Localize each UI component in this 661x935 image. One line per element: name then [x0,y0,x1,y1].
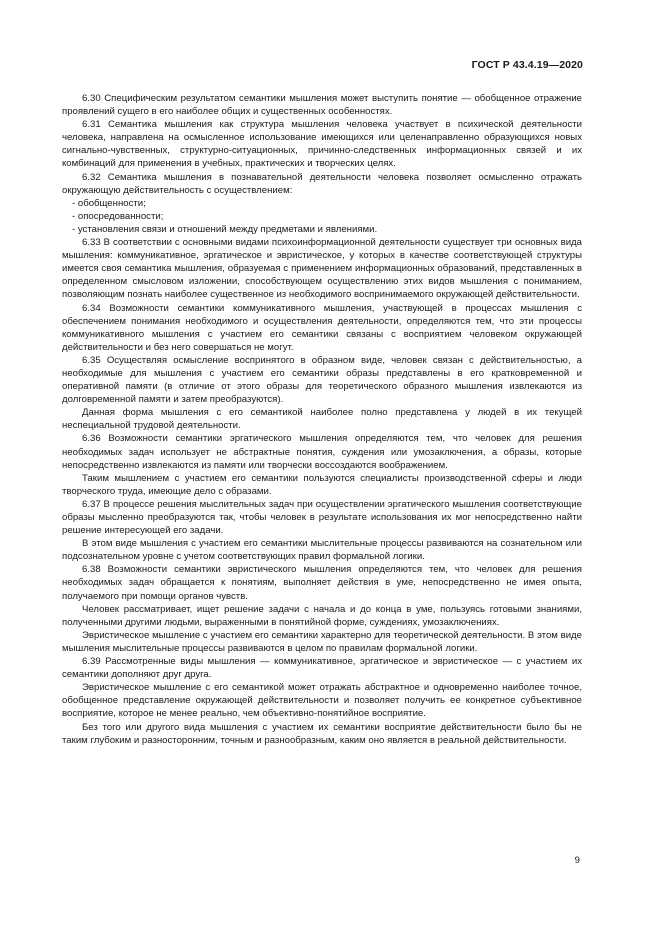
paragraph-6-39-cont: Эвристическое мышление с его семантикой может отражать абстрактное и одновременно наиболее точное, обобщенное представление окружающей действительности и позволяет получить ее конкретное субъективное восприятие, которое не менее реально, чем объективно-понятийное восприятие. [62,682,582,720]
page-number: 9 [574,855,580,866]
paragraph-6-35-cont: Данная форма мышления с его семантикой наиболее полно представлена у людей в их текущей неспециальной трудовой деятельности. [62,407,582,432]
list-item-mediation: - опосредованности; [72,210,164,222]
paragraph-6-35: 6.35 Осуществляя осмысление воспринятого в образном виде, человек связан с действительностью, а необходимые для мышления с участием его семантики образы представлены в его кратковременной и оперативной памяти (в отличие от этого образы для теоретического образного мышления извлекаются из долговременной памяти и затем преобразуются). [62,354,582,406]
paragraph-6-38: 6.38 Возможности семантики эвристического мышления определяются тем, что человек для решения необходимых задач обращается к понятиям, выполняет действия в уме, непосредственно не имея опыта, получаемого при помощи органов чувств. [62,564,582,602]
paragraph-6-36: 6.36 Возможности семантики эргатического мышления определяются тем, что человек для решения необходимых задач использует не абстрактные понятия, суждения или умозаключения, а образы, которые непосредственно извлекаются из памяти или творчески воссоздаются воображением. [62,433,582,471]
standard-code-header: ГОСТ Р 43.4.19—2020 [471,59,583,71]
paragraph-6-38-cont-2: Эвристическое мышление с участием его семантики характерно для теоретической деятельности. В этом виде мышления мыслительные процессы развиваются в целом по правилам формальной логики. [62,629,582,654]
list-item-relations: - установления связи и отношений между предметами и явлениями. [72,223,378,235]
paragraph-6-37-cont: В этом виде мышления с участием его семантики мыслительные процессы развиваются на сознательном или подсознательном уровне с учетом соответствующих правил формальной логики. [62,538,582,563]
paragraph-6-34: 6.34 Возможности семантики коммуникативного мышления, участвующей в процессах мышления с обеспечением понимания необходимого и осуществления деятельности, определяются тем, что эти процессы коммуникативного мышления с участием его семантики связаны с восприятием человеком окружающей действительности и без него совершаться не могут. [62,302,582,353]
paragraph-6-32: 6.32 Семантика мышления в познавательной деятельности человека позволяет осмысленно отражать окружающую действительность с осуществлением: [62,171,582,196]
paragraph-6-39-cont-2: Без того или другого вида мышления с участием их семантики восприятие действительности было бы не таким глубоким и разносторонним, точным и разнообразным, каким оно является в реальной действительности. [62,721,582,746]
document-body [62,92,582,747]
paragraph-6-33: 6.33 В соответствии с основными видами психоинформационной деятельности существует три основных вида мышления: коммуникативное, эргатическое и эвристическое, у которых в качестве соответствующей структуры имеется своя семантика мышления, образуемая с применением информационных образований, представленных в определенном смысловом изложении, способствующем осуществлению этих видов мышления с пониманием, позволяющим познать наиболее существенное из необходимого воспринимаемого окружающей действительности. [62,237,582,301]
list-item-generalization: - обобщенности; [72,197,146,209]
paragraph-6-38-cont: Человек рассматривает, ищет решение задачи с начала и до конца в уме, пользуясь готовыми знаниями, полученными другими людьми, выраженными в понятийной форме, суждениях, умозаключениях. [62,603,582,628]
paragraph-6-37: 6.37 В процессе решения мыслительных задач при осуществлении эргатического мышления соответствующие образы мысленно преобразуются так, чтобы человек в результате использования их мог непосредственно найти решение интересующей его задачи. [62,498,582,537]
paragraph-6-30: 6.30 Специфическим результатом семантики мышления может выступить понятие — обобщенное отражение проявлений сущего в его наиболее общих и существенных особенностях. [62,93,582,118]
paragraph-6-31: 6.31 Семантика мышления как структура мышления человека участвует в психической деятельности человека, направлена на осмысленное использование имеющихся или целенаправленно образующихся новых сигнально-чувственных, структурно-ситуационных, причинно-следственных информационных связей и их комбинаций для применения в учебных, практических и творческих целях. [62,119,582,170]
paragraph-6-36-cont: Таким мышлением с участием его семантики пользуются специалисты производственной сферы и люди творческого труда, имеющие дело с образами. [62,472,582,497]
paragraph-6-39: 6.39 Рассмотренные виды мышления — коммуникативное, эргатическое и эвристическое — с участием их семантики дополняют друг друга. [62,656,582,681]
